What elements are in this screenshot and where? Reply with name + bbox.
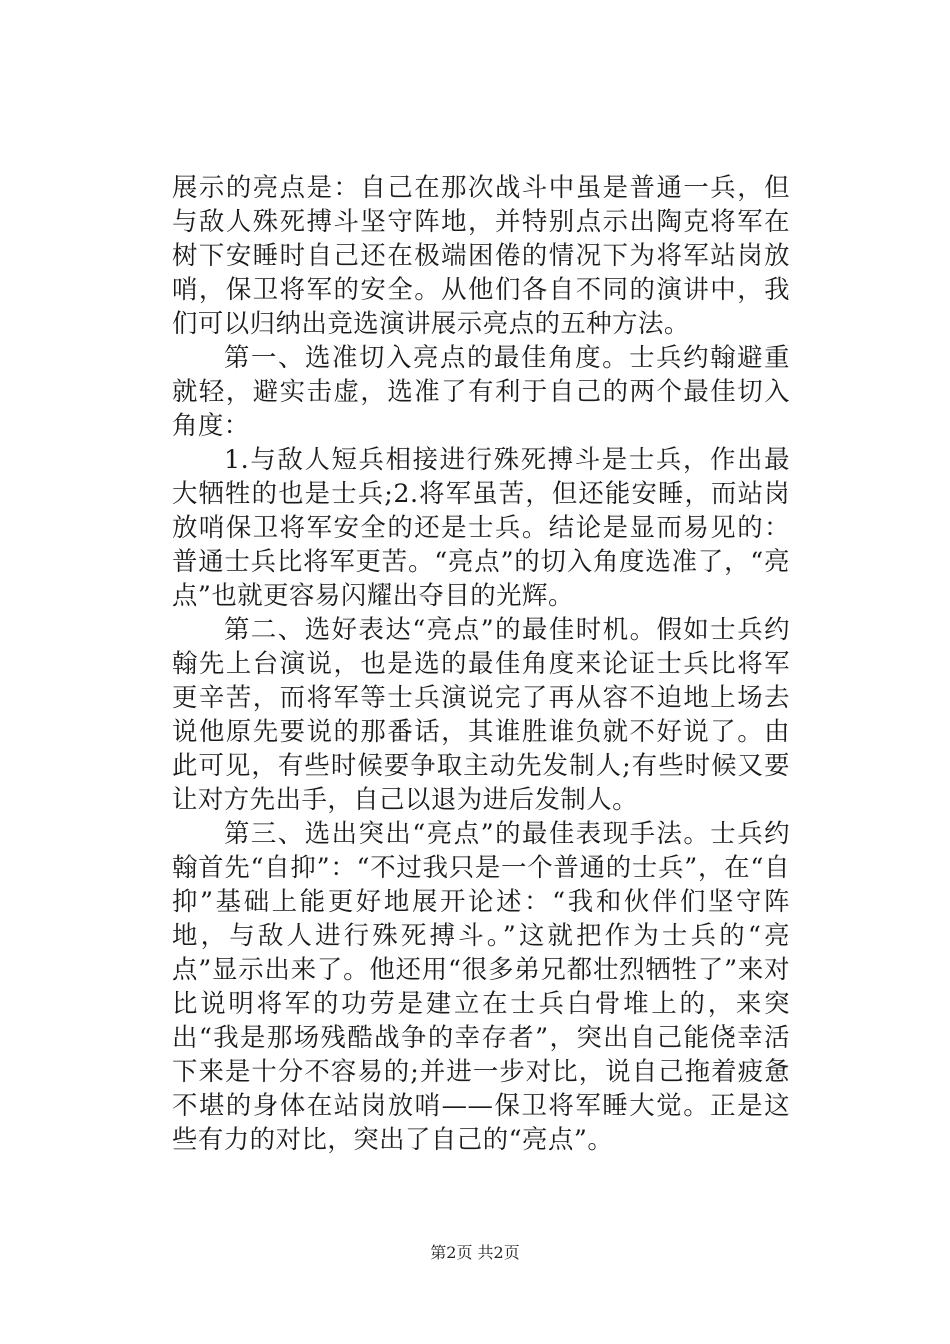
paragraph-method-one-points: 1.与敌人短兵相接进行殊死搏斗是士兵，作出最大牺牲的也是士兵;2.将军虽苦，但还能安睡，而站岗放哨保卫将军安全的还是士兵。结论是显而易见的：普通士兵比将军更苦。“亮点”的切入角度选准了，“亮点”也就更容易闪耀出夺目的光辉。 bbox=[172, 444, 790, 610]
paragraph-method-three: 第三、选出突出“亮点”的最佳表现手法。士兵约翰首先“自抑”：“不过我只是一个普通的士兵”，在“自抑”基础上能更好地展开论述：“我和伙伴们坚守阵地，与敌人进行殊死搏斗。”这就把作为士兵的“亮点”显示出来了。他还用“很多弟兄都壮烈牺牲了”来对比说明将军的功劳是建立在士兵白骨堆上的，来突出“我是那场残酷战争的幸存者”，突出自己能侥幸活下来是十分不容易的;并进一步对比，说自己拖着疲惫不堪的身体在站岗放哨——保卫将军睡大觉。正是这些有力的对比，突出了自己的“亮点”。 bbox=[172, 818, 790, 1154]
paragraph-continuation: 展示的亮点是：自己在那次战斗中虽是普通一兵，但与敌人殊死搏斗坚守阵地，并特别点示出陶克将军在树下安睡时自己还在极端困倦的情况下为将军站岗放哨，保卫将军的安全。从他们各自不同的演讲中，我们可以归纳出竞选演讲展示亮点的五种方法。 bbox=[172, 172, 790, 338]
page-number-footer: 第2页 共2页 bbox=[430, 1243, 520, 1262]
paragraph-method-one: 第一、选准切入亮点的最佳角度。士兵约翰避重就轻，避实击虚，选准了有利于自己的两个最佳切入角度： bbox=[172, 342, 790, 440]
document-body bbox=[172, 170, 790, 1156]
paragraph-method-two: 第二、选好表达“亮点”的最佳时机。假如士兵约翰先上台演说，也是选的最佳角度来论证士兵比将军更辛苦，而将军等士兵演说完了再从容不迫地上场去说他原先要说的那番话，其谁胜谁负就不好说了。由此可见，有些时候要争取主动先发制人;有些时候又要让对方先出手，自己以退为进后发制人。 bbox=[172, 614, 790, 814]
